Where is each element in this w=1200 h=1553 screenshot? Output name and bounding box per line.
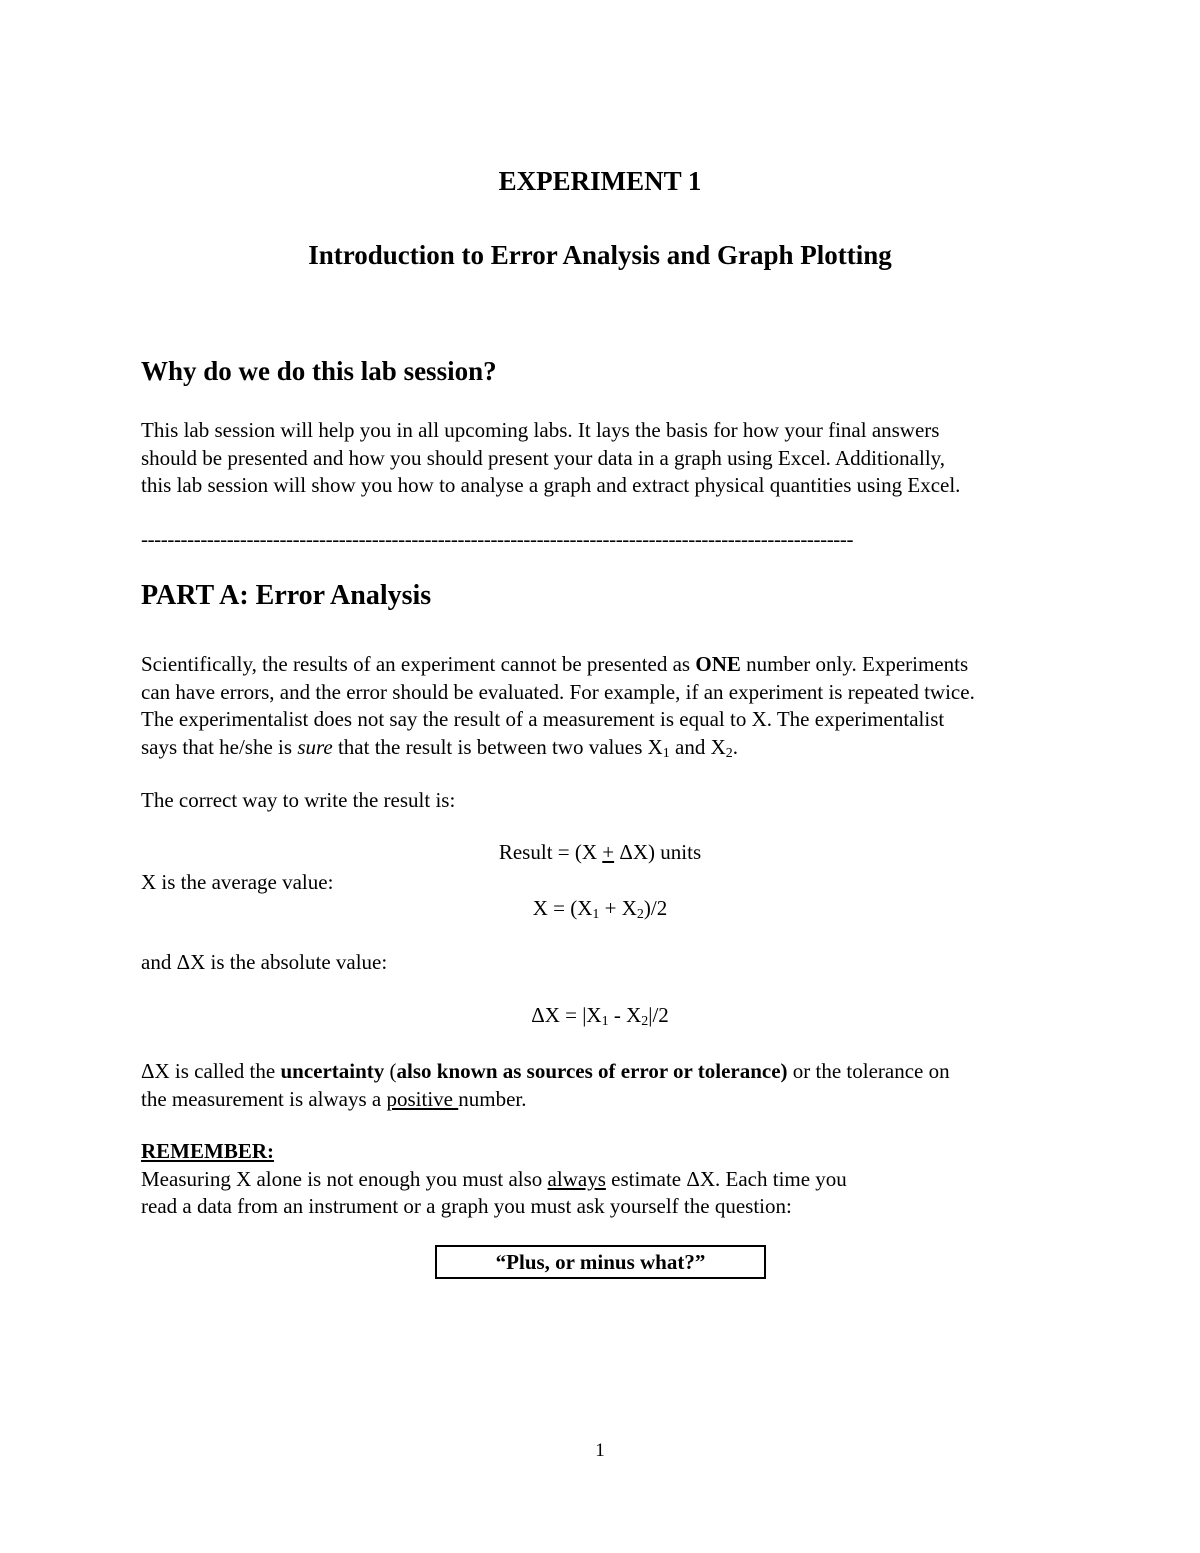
why-line-3: this lab session will show you how to analyse a graph and extract physical quantities using Excel. (141, 473, 961, 497)
absolute-value-label: and ΔX is the absolute value: (141, 950, 388, 974)
part-a-line-1: Scientifically, the results of an experiment cannot be presented as ONE number only. Experiments (141, 652, 969, 676)
experiment-subtitle: Introduction to Error Analysis and Graph Plotting (308, 240, 892, 270)
part-a-line-4: says that he/she is sure that the result is between two values $X_1$ and $X_2$. (141, 734, 739, 761)
uncertainty-formula: $\Delta X = |X_1 - X_2|/2$ (531, 1003, 669, 1029)
part-a-line-3: The experimentalist does not say the result of a measurement is equal to X. The experimentalist (141, 707, 945, 731)
why-line-1: This lab session will help you in all upcoming labs. It lays the basis for how your final answers (141, 418, 940, 442)
part-a-heading: PART A: Error Analysis (141, 580, 432, 611)
uncertainty-line-2: the measurement is always a positive number. (141, 1086, 527, 1111)
remember-block (141, 1138, 847, 1221)
remember-line-1: Measuring X alone is not enough you must also always estimate ΔX. Each time you (141, 1166, 847, 1191)
part-a-paragraph (141, 651, 975, 761)
average-value-label: X is the average value: (141, 870, 334, 894)
experiment-title: EXPERIMENT 1 (498, 166, 702, 196)
page-number: 1 (595, 1440, 605, 1461)
part-a-line-2: can have errors, and the error should be evaluated. For example, if an experiment is repeated twice. (141, 679, 975, 704)
uncertainty-line-1: ΔX is called the uncertainty (also known as sources of error or tolerance) or the tolerance on (141, 1059, 950, 1083)
correct-way-text: The correct way to write the result is: (141, 788, 456, 812)
plus-minus-callout-box: “Plus, or minus what?” (435, 1245, 766, 1279)
why-line-2: should be presented and how you should present your data in a graph using Excel. Additionally, (141, 445, 946, 470)
why-heading: Why do we do this lab session? (141, 356, 497, 386)
average-formula: $X = (X_1 + X_2)/2$ (532, 896, 668, 922)
sure-emphasis: sure (297, 734, 333, 759)
why-paragraph (141, 417, 960, 500)
separator-line: ------------------------------------------------------------------------------------------------------------ (141, 527, 854, 551)
uncertainty-paragraph (141, 1058, 950, 1113)
remember-heading: REMEMBER: (141, 1139, 274, 1163)
remember-line-2: read a data from an instrument or a graph you must ask yourself the question: (141, 1194, 792, 1218)
one-emphasis: ONE (695, 652, 741, 676)
result-formula: Result = (X + ΔX) units (498, 840, 702, 864)
